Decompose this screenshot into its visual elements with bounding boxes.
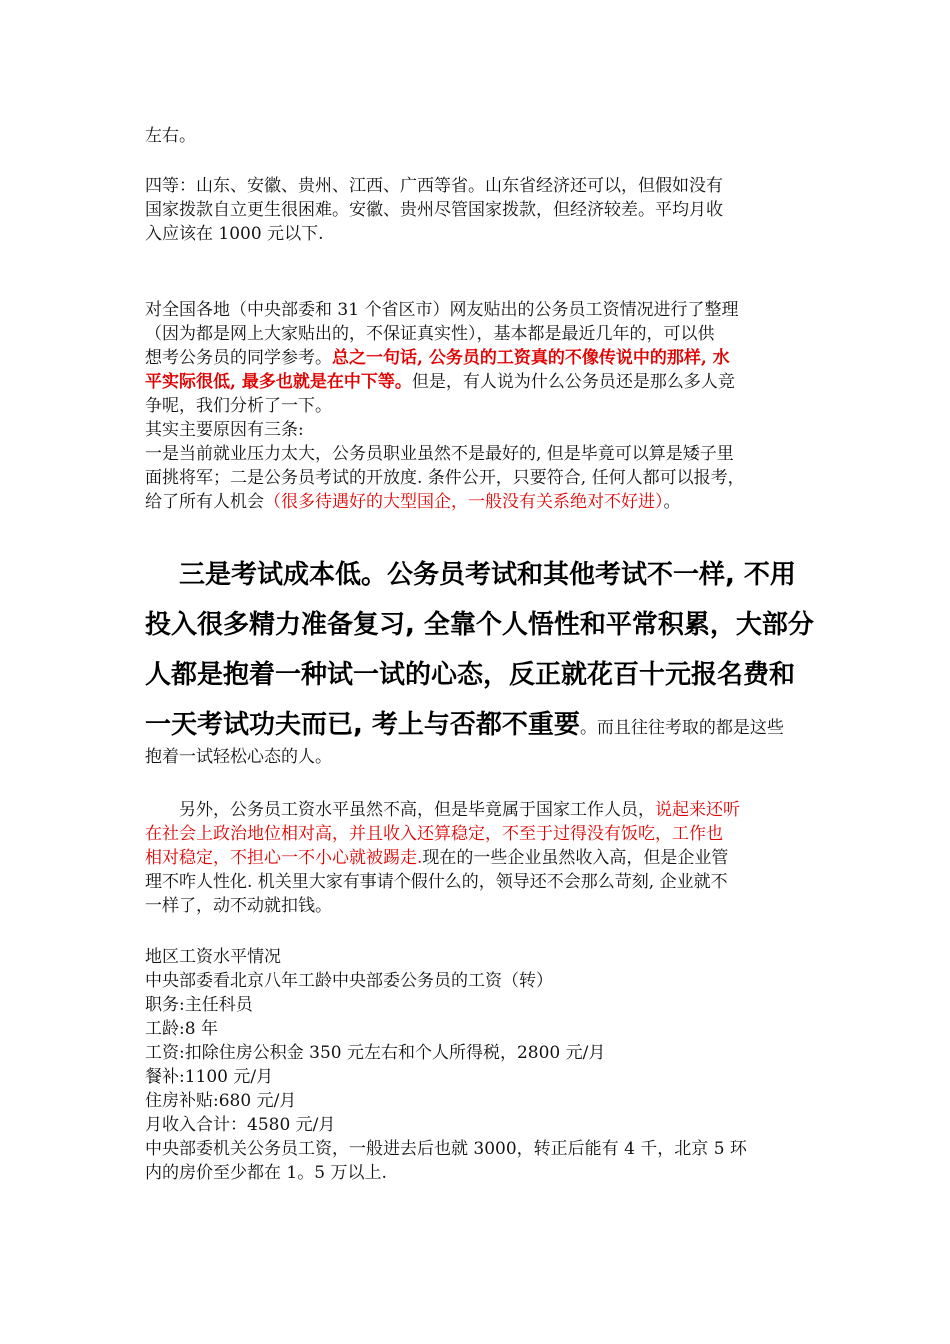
text-line: 争呢，我们分析了一下。 xyxy=(145,396,332,416)
text-run: 给了所有人机会 xyxy=(145,492,264,512)
text-line: 职务:主任科员 xyxy=(145,995,253,1015)
text-line: 左右。 xyxy=(145,126,196,146)
text-run: 想考公务员的同学参考。 xyxy=(145,348,332,368)
text-line: 一样了，动不动就扣钱。 xyxy=(145,896,332,916)
text-line: 中央部委看北京八年工龄中央部委公务员的工资（转） xyxy=(145,971,553,991)
paragraph-tier4 xyxy=(145,174,825,246)
text-line: 住房补贴:680 元/月 xyxy=(145,1091,297,1111)
text-line xyxy=(145,490,825,514)
text-run: 另外，公务员工资水平虽然不高，但是毕竟属于国家工作人员， xyxy=(179,800,655,820)
text-run: 。而且往往考取的都是这些 xyxy=(579,718,784,738)
text-line: 抱着一试轻松心态的人。 xyxy=(145,747,332,767)
paragraph-intro xyxy=(145,298,825,514)
text-line: 面挑将军；二是公务员考试的开放度. 条件公开，只要符合, 任何人都可以报考， xyxy=(145,468,745,488)
text-run: 现在的一些企业虽然收入高，但是企业管 xyxy=(422,848,729,868)
emphasis-line: 投入很多精力准备复习, 全靠个人悟性和平常积累，大部分 xyxy=(145,610,814,640)
text-line: 理不咋人性化. 机关里大家有事请个假什么的，领导还不会那么苛刻, 企业就不 xyxy=(145,872,728,892)
text-line: 入应该在 1000 元以下. xyxy=(145,224,324,244)
text-line: （因为都是网上大家贴出的，不保证真实性），基本都是最近几年的，可以供 xyxy=(145,324,715,344)
text-line: 对全国各地（中央部委和 31 个省区市）网友贴出的公务员工资情况进行了整理 xyxy=(145,300,739,320)
paragraph-top xyxy=(145,124,825,148)
emphasis-text: 一天考试功夫而已, 考上与否都不重要 xyxy=(145,710,580,740)
text-line: 其实主要原因有三条: xyxy=(145,420,304,440)
text-line: 一是当前就业压力太大，公务员职业虽然不是最好的, 但是毕竟可以算是矮子里 xyxy=(145,444,734,464)
text-line: 工资:扣除住房公积金 350 元左右和个人所得税，2800 元/月 xyxy=(145,1043,606,1063)
highlight-line: 在社会上政治地位相对高，并且收入还算稳定，不至于过得没有饭吃，工作也 xyxy=(145,824,723,844)
text-line: 月收入合计：4580 元/月 xyxy=(145,1115,336,1135)
highlight-text: 说起来还听 xyxy=(655,800,740,820)
paragraph-region-salary xyxy=(145,945,825,1185)
text-line xyxy=(145,370,825,394)
text-line xyxy=(145,346,825,370)
text-line: 中央部委机关公务员工资，一般进去后也就 3000，转正后能有 4 千，北京 5 环 xyxy=(145,1139,747,1159)
text-line: 工龄:8 年 xyxy=(145,1019,218,1039)
text-run: 。 xyxy=(663,492,681,512)
text-line: 内的房价至少都在 1。5 万以上. xyxy=(145,1163,387,1183)
highlight-text: 总之一句话, 公务员的工资真的不像传说中的那样, 水 xyxy=(332,348,730,368)
emphasis-line: 人都是抱着一种试一试的心态，反正就花百十元报名费和 xyxy=(145,660,796,690)
section-heading: 地区工资水平情况 xyxy=(145,947,281,967)
text-line: 餐补:1100 元/月 xyxy=(145,1067,274,1087)
text-line xyxy=(145,798,825,822)
text-line: 四等：山东、安徽、贵州、江西、广西等省。山东省经济还可以，但假如没有 xyxy=(145,176,723,196)
paragraph-other xyxy=(145,798,825,918)
text-line: 国家拨款自立更生很困难。安徽、贵州尽管国家拨款，但经济较差。平均月收 xyxy=(145,200,723,220)
text-line xyxy=(145,846,825,870)
paragraph-third-reason xyxy=(145,550,825,769)
text-run: 但是，有人说为什么公务员还是那么多人竞 xyxy=(411,372,735,392)
highlight-text: 相对稳定，不担心一不小心就被踢走. xyxy=(145,848,423,868)
highlight-text: 平实际很低, 最多也就是在中下等。 xyxy=(145,372,412,392)
emphasis-line: 三是考试成本低。公务员考试和其他考试不一样, 不用 xyxy=(179,560,796,590)
highlight-text: （很多待遇好的大型国企，一般没有关系绝对不好进） xyxy=(264,492,664,512)
